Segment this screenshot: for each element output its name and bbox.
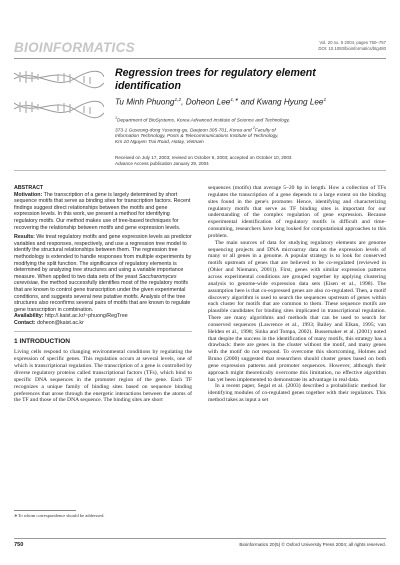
results-text: We treat regulatory motifs and gene expression levels as predictor variables and responses, respectively, and use a regression tree model to identify the structural relationships between them. The regression tree methodology is extended to handle responses from multiple experiments by modifying the split function. The significance of regulatory elements is determined by analyzing tree structures and using a variable importance measure. When applied to two data sets of the yeast bbox=[14, 234, 192, 280]
journal-name: BIOINFORMATICS bbox=[14, 40, 135, 55]
contact-label: Contact: bbox=[14, 319, 36, 326]
title-line-1: Regression trees for regulatory element bbox=[115, 67, 316, 79]
availability-link[interactable]: http://.kaist.ac.kr/~phuong/RegTree bbox=[43, 313, 128, 320]
copyright-notice: Bioinformatics 20(5) © Oxford University Press 2004; all rights reserved. bbox=[239, 542, 386, 547]
availability-label: Availability: bbox=[14, 313, 44, 320]
received-rule bbox=[14, 170, 386, 171]
header-rule bbox=[14, 58, 386, 59]
author-3-sup: 1 bbox=[323, 98, 327, 104]
author-2-sup: 1,∗ bbox=[230, 98, 239, 104]
abstract-availability bbox=[14, 313, 192, 320]
right-column bbox=[208, 185, 386, 404]
abstract-results bbox=[14, 234, 192, 313]
intro-heading: 1 INTRODUCTION bbox=[14, 338, 71, 346]
page-number: 750 bbox=[14, 542, 24, 548]
intro-paragraph-1: Living cells respond to changing environmental conditions by regulating the expression of specific genes. This regulation occurs at several levels, one of which is transcriptional regulation. The transcription of a gene is controlled by diverse regulatory proteins called transcriptional factors (TFs), which bind to specific DNA sequences in the promoter region of the gene. Each TF recognizes a unique family of binding sites based on sequence binding preferences that arose through the energetic interactions between the atoms of the TF and those of the DNA sequence. The binding sites are short bbox=[14, 349, 192, 404]
abstract-rule bbox=[14, 331, 192, 332]
affiliation-2-sup: 2 bbox=[252, 125, 255, 130]
title-line-2: identification bbox=[115, 79, 181, 92]
results-species: Saccharomyces cerevisiae bbox=[14, 273, 177, 287]
received-line-2: Advance Access publication January 29, 2004 bbox=[115, 160, 209, 166]
title-block bbox=[115, 67, 385, 146]
results-text-end: , the method successfully identifies most of the regulatory motifs that are known to control gene transcription under the given experimental conditions, and suggests several new putative motifs. Analysis of the tree structures also reconfirms several pairs of motifs that are known to regulate gene transcription in combination. bbox=[14, 280, 191, 313]
intro-paragraph-3: In a recent paper, Segal et al. (2003) described a probabilistic method for identifying modules of co-regulated genes together with their regulators. This method takes as input a set bbox=[208, 383, 386, 404]
contact-email[interactable]: doheon@kaist.ac.kr bbox=[35, 319, 84, 326]
abstract-motivation bbox=[14, 192, 192, 232]
footer-rule bbox=[14, 538, 386, 539]
affiliation-line-2-end: Faculty of bbox=[254, 128, 276, 134]
affiliation-line-1: Department of BioSystems, Korea Advanced Institute of Science and Technology, bbox=[117, 118, 290, 124]
doi-line: DOI: 10.1093/bioinformatics/btg480 bbox=[318, 45, 386, 51]
author-3: and Kwang Hyung Lee bbox=[238, 97, 324, 107]
footnote-rule bbox=[14, 510, 76, 511]
footnote: ∗To whom correspondence should be addressed. bbox=[14, 513, 105, 518]
author-1: Tu Minh Phuong bbox=[115, 97, 175, 107]
author-1-sup: 1,2 bbox=[174, 98, 182, 104]
received-dates bbox=[115, 155, 385, 167]
affiliation-line-4: Km 10 Nguyen Trai Road, Hatay, Vietnam bbox=[115, 140, 204, 146]
abstract-contact bbox=[14, 320, 192, 327]
motivation-text: The transcription of a gene is largely determined by short sequence motifs that serve as binding sites for transcription factors. Recent findings suggest direct relationships between the motifs and gene expression levels. In this work, we present a method for identifying regulatory motifs. Our method makes use of tree-based techniques for recovering the relationship between motifs and gene expression levels. bbox=[14, 191, 191, 231]
received-line-1: Received on July 17, 2003; revised on October 6, 2003; accepted on October 10, 2003 bbox=[115, 155, 292, 160]
affiliation-1-sup: 1 bbox=[115, 115, 117, 120]
author-list bbox=[115, 96, 385, 108]
motivation-label: Motivation: bbox=[14, 191, 43, 198]
abstract-heading: ABSTRACT bbox=[14, 185, 44, 191]
intro-paragraph-continued: sequences (motifs) that average 5–20 bp in length. How a collection of TFs regulates the transcription of a gene depends to a large extent on the binding sites found in the gene's promoter. Hence, identifying and characterizing regulatory motifs that serve as TF binding sites is important for our understanding of the complex regulation of gene expression. Because experimental identification of regulatory motifs is difficult and time-consuming, researchers have long looked for computational approaches to this problem. bbox=[208, 185, 386, 239]
intro-paragraph-2: The main sources of data for studying regulatory elements are genome sequencing projects and DNA microarray data on the expression levels of many or all genes in a genome. A popular strategy is to look for conserved motifs upstream of genes that are believed to be co-regulated (reviewed in (Ohler and Niemann, 2001)). First, genes with similar expression patterns across experimental conditions are grouped together by applying clustering analysis to genome-wide expression data sets (Eisen et al., 1998). The assumption here is that co-expressed genes are also co-regulated. Then, a motif discovery algorithm is used to search the sequences upstream of genes within each cluster for motifs that are common to them. These sequence motifs are plausible candidates for binding sites implicated in transcriptional regulation. There are many algorithms and methods that can be used to search for conserved sequences (Lawrence et al., 1993; Bailey and Elkan, 1995; van Helden et al., 1998; Sinha and Tompa, 2002). Bussemaker et al. (2001) noted that despite the success in the identification of many motifs, this strategy has a drawback: there are genes in the cluster without the motif, and many genes with the motif do not respond. To overcome this shortcoming, Holmes and Bruno (2000) suggested that researchers should cluster genes based on both gene expression patterns and promoter sequences. However, although their approach might theoretically overcome this limitation, no effective algorithm has yet been implemented to demonstrate its advantage in real data. bbox=[208, 239, 386, 383]
volume-info bbox=[318, 40, 386, 51]
dna-helix-logo bbox=[14, 65, 104, 129]
volume-line: Vol. 20 no. 5 2004, pages 750–757 bbox=[319, 40, 386, 45]
affiliations bbox=[115, 115, 385, 146]
author-2: , Doheon Lee bbox=[181, 97, 231, 107]
left-column bbox=[14, 185, 192, 404]
results-label: Results: bbox=[14, 234, 35, 241]
article-title bbox=[115, 67, 385, 92]
affiliation-line-3: Information Technology, Posts & Telecommunications Institute of Technology, bbox=[115, 134, 279, 140]
affiliation-line-2: 373-1 Guseong-dong Yuseong-gu, Daejeon 305-701, Korea and bbox=[115, 128, 253, 134]
